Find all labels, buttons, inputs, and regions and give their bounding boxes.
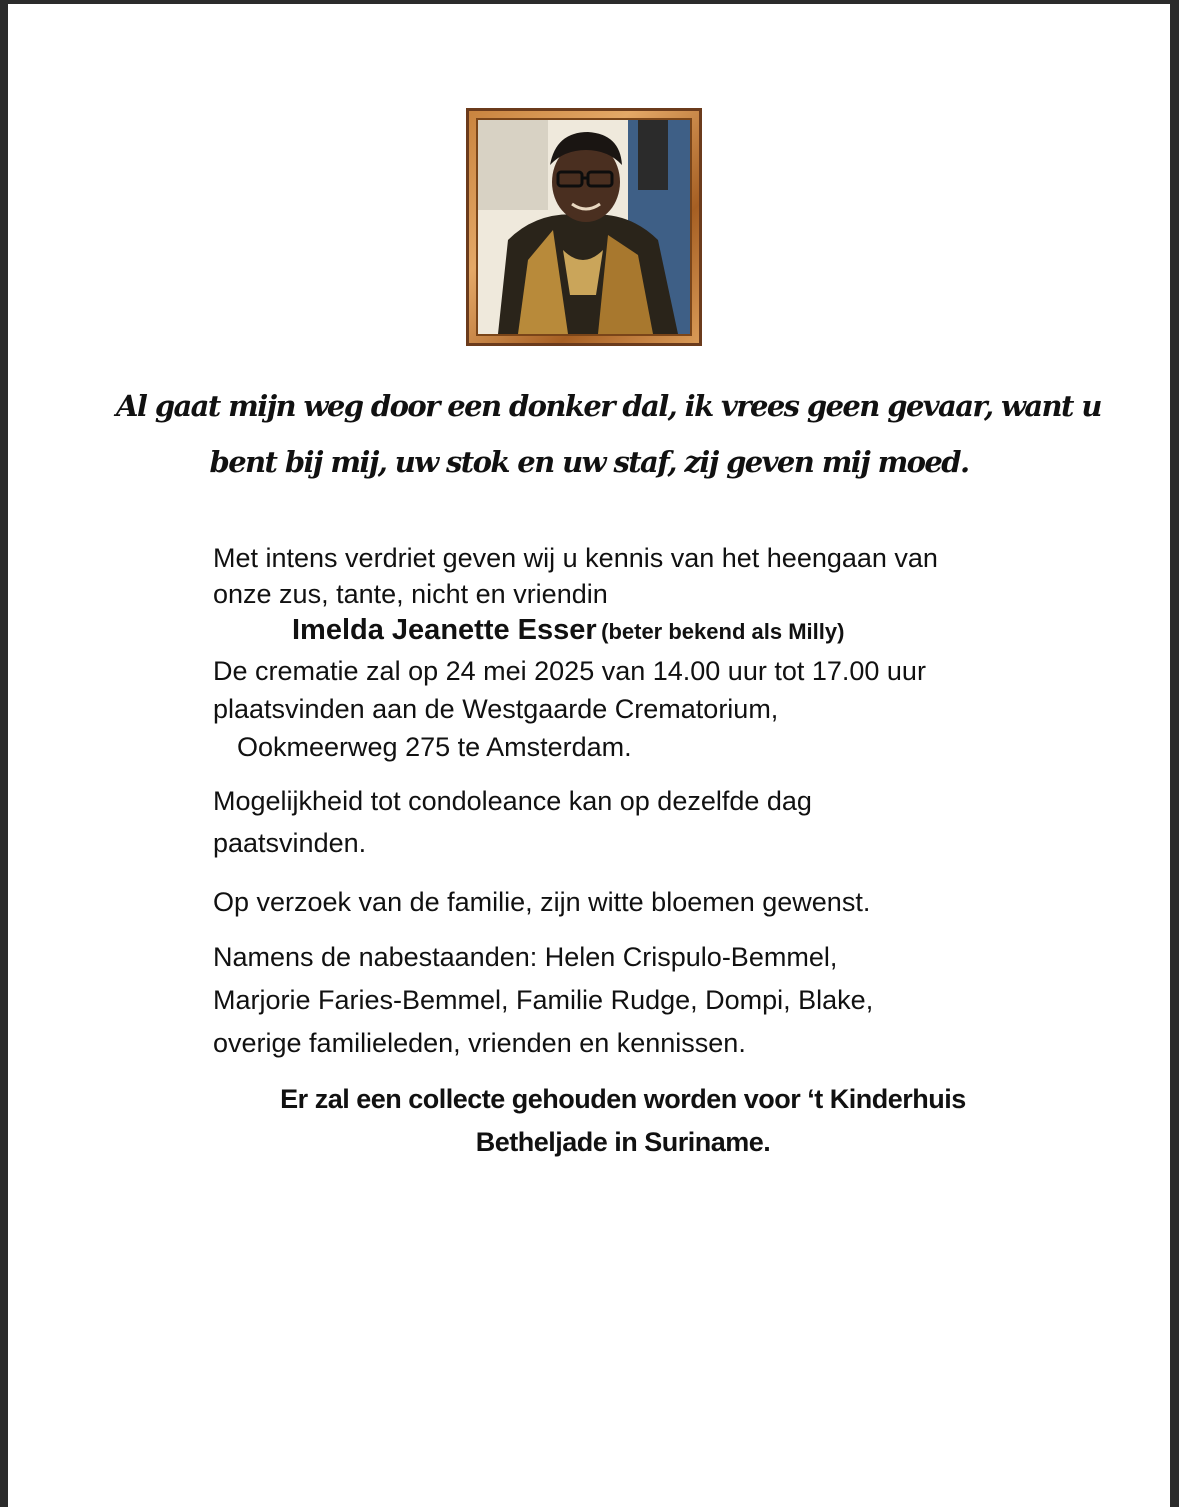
flowers-note [213,881,1053,923]
collection-line-1: Er zal een collecte gehouden worden voor ‘t Kinderhuis [280,1084,966,1114]
cremation-line-1: De crematie zal op 24 mei 2025 van 14.00 uur tot 17.00 uur [213,656,926,686]
bible-verse [116,378,1101,490]
verse-line-1: Al gaat mijn weg door een donker dal, ik vrees geen gevaar, want u [116,389,1101,423]
portrait-photo [476,118,692,336]
bereaved-line-2: Marjorie Faries-Bemmel, Familie Rudge, Dompi, Blake, [213,985,874,1015]
deceased-name: Imelda Jeanette Esser [292,614,597,646]
bereaved-line-1: Namens de nabestaanden: Helen Crispulo-Bemmel, [213,942,838,972]
condolence-note [213,780,1053,864]
memorial-card [8,4,1170,1507]
deceased-alias: (beter bekend als Milly) [601,619,845,644]
flowers-line-1: Op verzoek van de familie, zijn witte bloemen gewenst. [213,887,871,917]
announcement-line-2: onze zus, tante, nicht en vriendin [213,579,608,609]
deceased-name-line [292,614,844,647]
announcement [213,540,1053,612]
announcement-line-1: Met intens verdriet geven wij u kennis van het heengaan van [213,543,938,573]
verse-line-2: bent bij mij, uw stok en uw staf, zij geven mij moed. [209,445,969,479]
cremation-line-2: plaatsvinden aan de Westgaarde Crematorium, [213,694,779,724]
bereaved-list [213,936,1053,1065]
cremation-line-3: Ookmeerweg 275 te Amsterdam. [237,732,632,762]
bereaved-line-3: overige familieleden, vrienden en kennissen. [213,1028,746,1058]
collection-note [173,1078,1073,1164]
cremation-details [213,652,1053,766]
collection-line-2: Betheljade in Suriname. [475,1127,771,1157]
portrait-frame [466,108,702,346]
condolence-line-1: Mogelijkheid tot condoleance kan op dezelfde dag [213,786,812,816]
condolence-line-2: paatsvinden. [213,828,367,858]
